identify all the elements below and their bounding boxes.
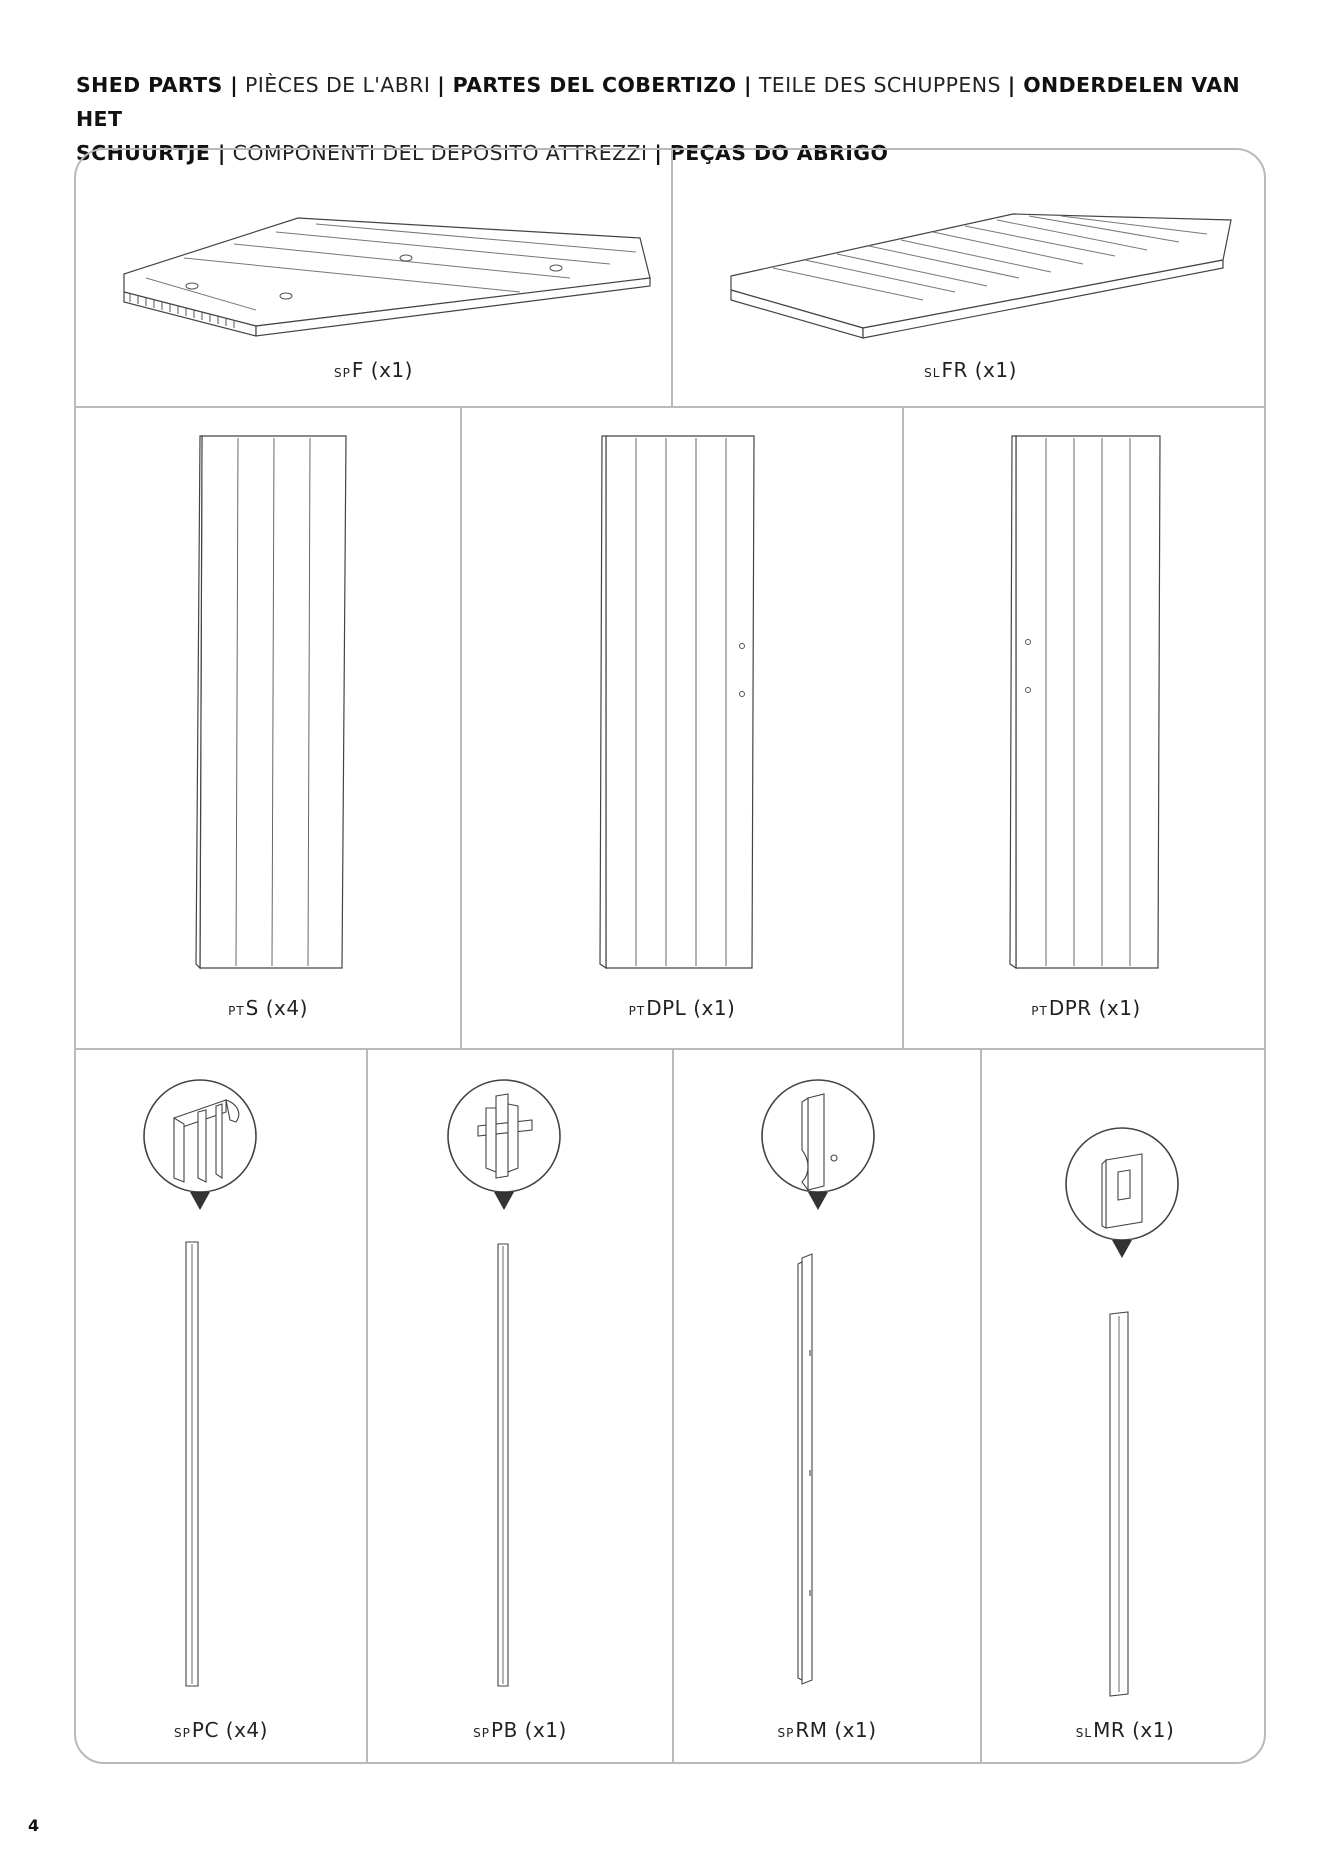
part-label-ptdpr bbox=[904, 996, 1266, 1020]
title-nl-cont: SCHUURTJE | bbox=[76, 141, 226, 165]
part-code: DPL bbox=[646, 996, 687, 1020]
part-code: MR bbox=[1093, 1718, 1126, 1742]
title-pt: | PEÇAS DO ABRIGO bbox=[654, 141, 889, 165]
part-qty: (x1) bbox=[834, 1718, 877, 1742]
roof-mount-illustration bbox=[674, 1050, 982, 1764]
part-label-sppc bbox=[76, 1718, 366, 1742]
part-cell-pts bbox=[76, 408, 462, 1048]
part-qty: (x1) bbox=[974, 358, 1017, 382]
page-number: 4 bbox=[28, 1816, 40, 1835]
part-cell-sppc bbox=[76, 1050, 368, 1764]
part-prefix: PT bbox=[228, 1004, 245, 1018]
part-code: F bbox=[351, 358, 364, 382]
part-cell-ptdpr bbox=[904, 408, 1266, 1048]
corner-profile-illustration bbox=[76, 1050, 368, 1764]
part-label-pts bbox=[76, 996, 460, 1020]
part-code: FR bbox=[941, 358, 968, 382]
wall-panel-illustration bbox=[76, 408, 462, 1048]
door-panel-left-illustration bbox=[462, 408, 904, 1048]
part-label-sppb bbox=[368, 1718, 672, 1742]
part-cell-sppb bbox=[368, 1050, 674, 1764]
part-qty: (x1) bbox=[1132, 1718, 1175, 1742]
part-qty: (x1) bbox=[1098, 996, 1141, 1020]
part-qty: (x1) bbox=[524, 1718, 567, 1742]
title-en: SHED PARTS | bbox=[76, 73, 239, 97]
title-it: COMPONENTI DEL DEPOSITO ATTREZZI bbox=[225, 141, 655, 165]
parts-row-wall-panels bbox=[76, 408, 1264, 1050]
door-panel-right-illustration bbox=[904, 408, 1266, 1048]
part-prefix: SP bbox=[473, 1726, 491, 1740]
title-de: TEILE DES SCHUPPENS bbox=[751, 73, 1008, 97]
part-cell-slfr bbox=[673, 150, 1266, 406]
part-prefix: SP bbox=[334, 366, 351, 380]
part-prefix: SP bbox=[174, 1726, 191, 1740]
panel-connector-illustration bbox=[368, 1050, 674, 1764]
part-label-slmr bbox=[982, 1718, 1266, 1742]
part-cell-sprm bbox=[674, 1050, 982, 1764]
part-code: RM bbox=[795, 1718, 828, 1742]
parts-row-floor bbox=[76, 150, 1264, 408]
part-prefix: SP bbox=[777, 1726, 795, 1740]
title-es: | PARTES DEL COBERTIZO | bbox=[437, 73, 752, 97]
parts-row-connectors bbox=[76, 1050, 1264, 1764]
part-prefix: SL bbox=[924, 366, 941, 380]
title-nl: | ONDERDELEN VAN HET bbox=[76, 73, 1241, 131]
mid-rail-illustration bbox=[982, 1050, 1266, 1764]
part-label-spf bbox=[76, 358, 671, 382]
part-cell-ptdpl bbox=[462, 408, 904, 1048]
part-label-slfr bbox=[673, 358, 1266, 382]
part-qty: (x1) bbox=[693, 996, 736, 1020]
part-code: PC bbox=[191, 1718, 219, 1742]
title-fr: PIÈCES DE L'ABRI bbox=[238, 73, 438, 97]
part-cell-slmr bbox=[982, 1050, 1266, 1764]
parts-grid bbox=[74, 148, 1266, 1764]
part-prefix: PT bbox=[628, 1004, 646, 1018]
part-qty: (x4) bbox=[265, 996, 308, 1020]
part-code: S bbox=[245, 996, 259, 1020]
part-qty: (x4) bbox=[225, 1718, 268, 1742]
part-cell-spf bbox=[76, 150, 673, 406]
part-prefix: PT bbox=[1031, 1004, 1048, 1018]
part-label-ptdpl bbox=[462, 996, 902, 1020]
part-prefix: SL bbox=[1075, 1726, 1093, 1740]
part-label-sprm bbox=[674, 1718, 980, 1742]
part-qty: (x1) bbox=[370, 358, 413, 382]
part-code: DPR bbox=[1048, 996, 1092, 1020]
part-code: PB bbox=[491, 1718, 518, 1742]
